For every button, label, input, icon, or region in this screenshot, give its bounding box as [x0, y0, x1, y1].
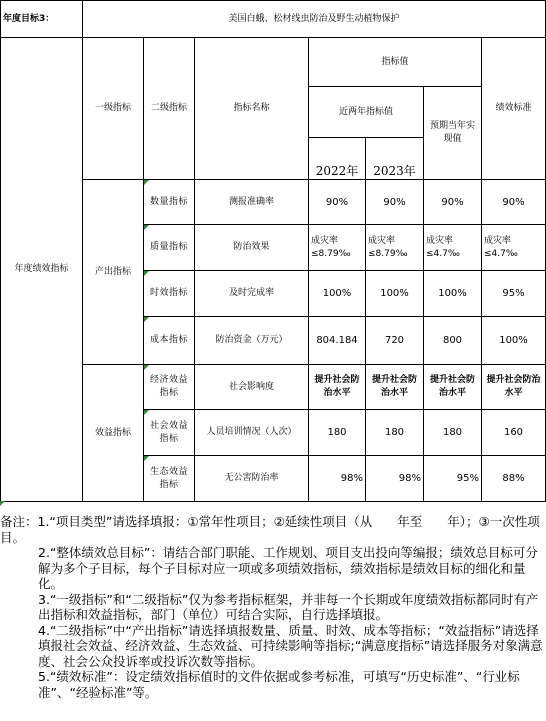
row-value-expected: 90%	[423, 179, 482, 225]
note-3: 3.“一级指标”和“二级指标”仅为参考指标框架，并非每一个长期或年度绩效指标都同时有产出指标和效益指标，部门（单位）可结合实际，自行选择填报。	[38, 591, 539, 622]
row-value-2022: 提升社会防治水平	[308, 364, 366, 410]
header-indicator-name: 指标名称	[194, 37, 309, 180]
row-level2: 社会效益指标	[143, 409, 195, 456]
row-value-standard: 提升社会防治水平	[481, 364, 546, 410]
goal-text: 美国白蛾、松材线虫防治及野生动植物保护	[82, 0, 546, 38]
header-year-2022: 2022年	[308, 137, 366, 180]
goal-label: 年度目标3：	[0, 0, 83, 38]
notes	[0, 514, 546, 700]
cell-marker-icon	[0, 501, 6, 507]
note-2: 2.“整体绩效总目标”：请结合部门职能、工作规划、项目支出投向等编报；绩效总目标可分解为多个子目标，每个子目标对应一项或多项绩效指标，绩效指标是绩效目标的细化和量化。	[38, 545, 538, 591]
row-value-expected: 800	[423, 316, 482, 365]
group-benefit: 效益指标	[82, 364, 144, 502]
row-value-expected: 成灾率≤4.7‰	[423, 224, 482, 271]
row-value-standard: 88%	[481, 455, 546, 502]
header-indicator-value: 指标值	[308, 37, 482, 87]
row-value-2022: 98%	[308, 455, 366, 502]
row-value-2023: 90%	[365, 179, 424, 225]
row-value-2023: 98%	[365, 455, 424, 502]
row-value-2022: 804.184	[308, 316, 366, 365]
row-value-expected: 100%	[423, 270, 482, 317]
row-name: 社会影响度	[194, 364, 309, 410]
row-name: 及时完成率	[194, 270, 309, 317]
header-standard: 绩效标准	[481, 37, 546, 180]
row-level2: 数量指标	[143, 179, 195, 225]
annual-indicators-label: 年度绩效指标	[0, 37, 83, 502]
note-1: 备注：1.“项目类型”请选择填报：①常年性项目；②延续性项目（从 年至 年）；③一次性项目。	[0, 514, 540, 545]
row-level2: 时效指标	[143, 270, 195, 317]
row-level2: 经济效益指标	[143, 364, 195, 410]
row-value-standard: 90%	[481, 179, 546, 225]
row-value-standard: 95%	[481, 270, 546, 317]
note-4: 4.“二级指标”中“产出指标”请选择填报数量、质量、时效、成本等指标；“效益指标”请选择填报社会效益、经济效益、生态效益、可持续影响等指标;“满意度指标”请选择服务对象满意度、社会公众投诉率或投诉次数等指标。	[38, 622, 543, 669]
row-value-2022: 90%	[308, 179, 366, 225]
note-5: 5.“绩效标准”：设定绩效指标值时的文件依据或参考标准，可填写“历史标准”、“行业标准”、“经验标准”等。	[38, 669, 520, 700]
row-value-2023: 100%	[365, 270, 424, 317]
row-name: 无公害防治率	[194, 455, 309, 502]
row-value-2023: 720	[365, 316, 424, 365]
group-output: 产出指标	[82, 179, 144, 365]
row-level2: 成本指标	[143, 316, 195, 365]
row-name: 人员培训情况（人次）	[194, 409, 309, 456]
row-value-standard: 100%	[481, 316, 546, 365]
row-value-expected: 95%	[423, 455, 482, 502]
header-recent-two-years: 近两年指标值	[308, 86, 424, 138]
row-value-2023: 提升社会防治水平	[365, 364, 424, 410]
row-value-expected: 180	[423, 409, 482, 456]
header-level2: 二级指标	[143, 37, 195, 180]
row-level2: 质量指标	[143, 224, 195, 271]
row-name: 测报准确率	[194, 179, 309, 225]
header-expected: 预期当年实现值	[423, 86, 482, 180]
header-level1: 一级指标	[82, 37, 144, 180]
row-value-2023: 180	[365, 409, 424, 456]
row-value-expected: 提升社会防治水平	[423, 364, 482, 410]
row-value-2022: 180	[308, 409, 366, 456]
row-value-2023: 成灾率≤8.79‰	[365, 224, 424, 271]
row-value-standard: 成灾率≤4.7‰	[481, 224, 546, 271]
row-name: 防治资金（万元）	[194, 316, 309, 365]
row-name: 防治效果	[194, 224, 309, 271]
header-year-2023: 2023年	[365, 137, 424, 180]
row-value-2022: 100%	[308, 270, 366, 317]
row-value-standard: 160	[481, 409, 546, 456]
row-level2: 生态效益指标	[143, 455, 195, 502]
row-value-2022: 成灾率≤8.79‰	[308, 224, 366, 271]
